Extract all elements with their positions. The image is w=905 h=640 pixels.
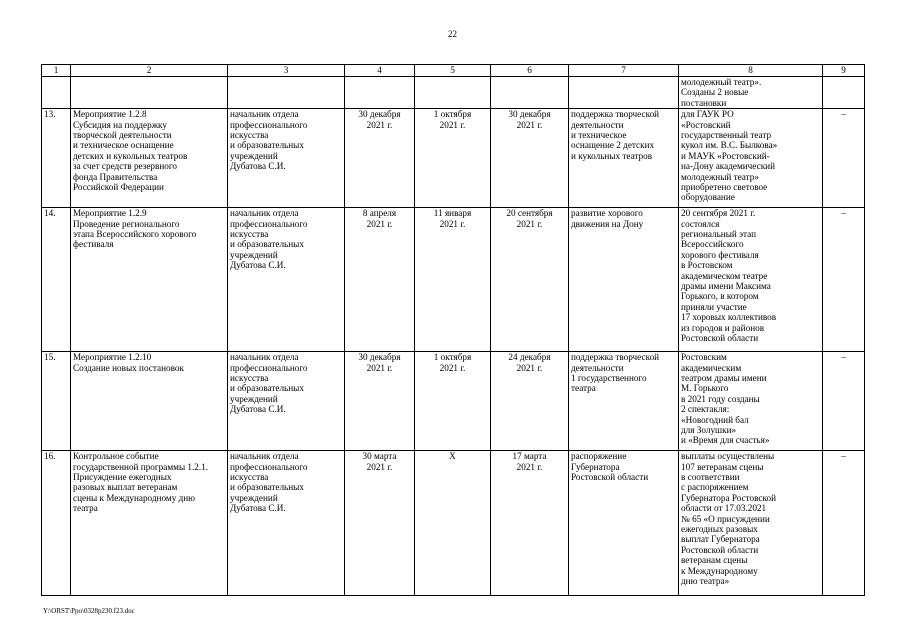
row-number-cell: 15.	[42, 352, 71, 451]
actual-end-cell: 30 декабря 2021 г.	[491, 109, 569, 208]
expected-result-cell: поддержка творческой деятельности и техническое оснащение 2 детских и кукольных театров	[569, 109, 679, 208]
row-number-cell: 16.	[42, 451, 71, 596]
planned-end-cell	[345, 77, 415, 109]
column-number: 3	[228, 65, 345, 77]
achieved-result-cell: Ростовским академическим театром драмы имени М. Горького в 2021 году созданы 2 спектакля: «Новогодний бал для Золушки» и «Время для счастья»	[679, 352, 823, 451]
row-number-cell: 13.	[42, 109, 71, 208]
column-number: 9	[823, 65, 865, 77]
table-row	[42, 352, 865, 451]
column-number: 1	[42, 65, 71, 77]
responsible-cell: начальник отдела профессионального искусства и образовательных учреждений Дубатова С.И.	[228, 352, 345, 451]
responsible-cell: начальник отдела профессионального искусства и образовательных учреждений Дубатова С.И.	[228, 109, 345, 208]
document-path: Y:\ORST\Ppo\0328p230.f23.doc	[43, 607, 135, 615]
planned-end-cell: 30 декабря 2021 г.	[345, 352, 415, 451]
activity-cell: Мероприятие 1.2.9 Проведение регионального этапа Всероссийского хорового фестиваля	[71, 208, 228, 352]
actual-start-cell: 11 января 2021 г.	[415, 208, 491, 352]
report-table	[41, 64, 865, 596]
table-row	[42, 451, 865, 596]
achieved-result-cell: молодежный театр». Созданы 2 новые постановки	[679, 77, 823, 109]
column-number-row	[42, 65, 865, 77]
activity-cell	[71, 77, 228, 109]
planned-end-cell: 30 марта 2021 г.	[345, 451, 415, 596]
actual-end-cell	[491, 77, 569, 109]
table-row-continuation	[42, 77, 865, 109]
deviation-cell: –	[823, 208, 865, 352]
table-row	[42, 109, 865, 208]
actual-end-cell: 24 декабря 2021 г.	[491, 352, 569, 451]
column-number: 2	[71, 65, 228, 77]
planned-end-cell: 30 декабря 2021 г.	[345, 109, 415, 208]
actual-end-cell: 20 сентября 2021 г.	[491, 208, 569, 352]
column-number: 5	[415, 65, 491, 77]
actual-start-cell: Х	[415, 451, 491, 596]
actual-start-cell	[415, 77, 491, 109]
responsible-cell: начальник отдела профессионального искусства и образовательных учреждений Дубатова С.И.	[228, 208, 345, 352]
achieved-result-cell: выплаты осуществлены 107 ветеранам сцены в соответствии с распоряжением Губернатора Ростовской области от 17.03.2021 № 65 «О присуждении ежегодных разовых выплат Губернатора Ростовской области ветеранам сцены к Международному дню театра»	[679, 451, 823, 596]
row-number-cell	[42, 77, 71, 109]
planned-end-cell: 8 апреля 2021 г.	[345, 208, 415, 352]
column-number: 8	[679, 65, 823, 77]
page-number: 22	[448, 29, 457, 39]
expected-result-cell	[569, 77, 679, 109]
actual-start-cell: 1 октября 2021 г.	[415, 109, 491, 208]
responsible-cell	[228, 77, 345, 109]
achieved-result-cell: для ГАУК РО «Ростовский государственный театр кукол им. В.С. Былкова» и МАУК «Ростовский- на-Дону академический молодежный театр» приобретено световое оборудование	[679, 109, 823, 208]
column-number: 6	[491, 65, 569, 77]
column-number: 4	[345, 65, 415, 77]
achieved-result-cell: 20 сентября 2021 г. состоялся региональный этап Всероссийского хорового фестиваля в Ростовском академическом театре драмы имени Максима Горького, в котором приняли участие 17 хоровых коллективов из городов и районов Ростовской области	[679, 208, 823, 352]
deviation-cell: –	[823, 451, 865, 596]
table-row	[42, 208, 865, 352]
activity-cell: Контрольное событие государственной программы 1.2.1. Присуждение ежегодных разовых выплат ветеранам сцены к Международному дню театра	[71, 451, 228, 596]
row-number-cell: 14.	[42, 208, 71, 352]
actual-start-cell: 1 октября 2021 г.	[415, 352, 491, 451]
expected-result-cell: поддержка творческой деятельности 1 государственного театра	[569, 352, 679, 451]
activity-cell: Мероприятие 1.2.8 Субсидия на поддержку творческой деятельности и техническое оснащение детских и кукольных театров за счет средств резервного фонда Правительства Российской Федерации	[71, 109, 228, 208]
expected-result-cell: распоряжение Губернатора Ростовской области	[569, 451, 679, 596]
expected-result-cell: развитие хорового движения на Дону	[569, 208, 679, 352]
activity-cell: Мероприятие 1.2.10 Создание новых постановок	[71, 352, 228, 451]
deviation-cell: –	[823, 352, 865, 451]
responsible-cell: начальник отдела профессионального искусства и образовательных учреждений Дубатова С.И.	[228, 451, 345, 596]
deviation-cell: –	[823, 109, 865, 208]
column-number: 7	[569, 65, 679, 77]
deviation-cell	[823, 77, 865, 109]
actual-end-cell: 17 марта 2021 г.	[491, 451, 569, 596]
